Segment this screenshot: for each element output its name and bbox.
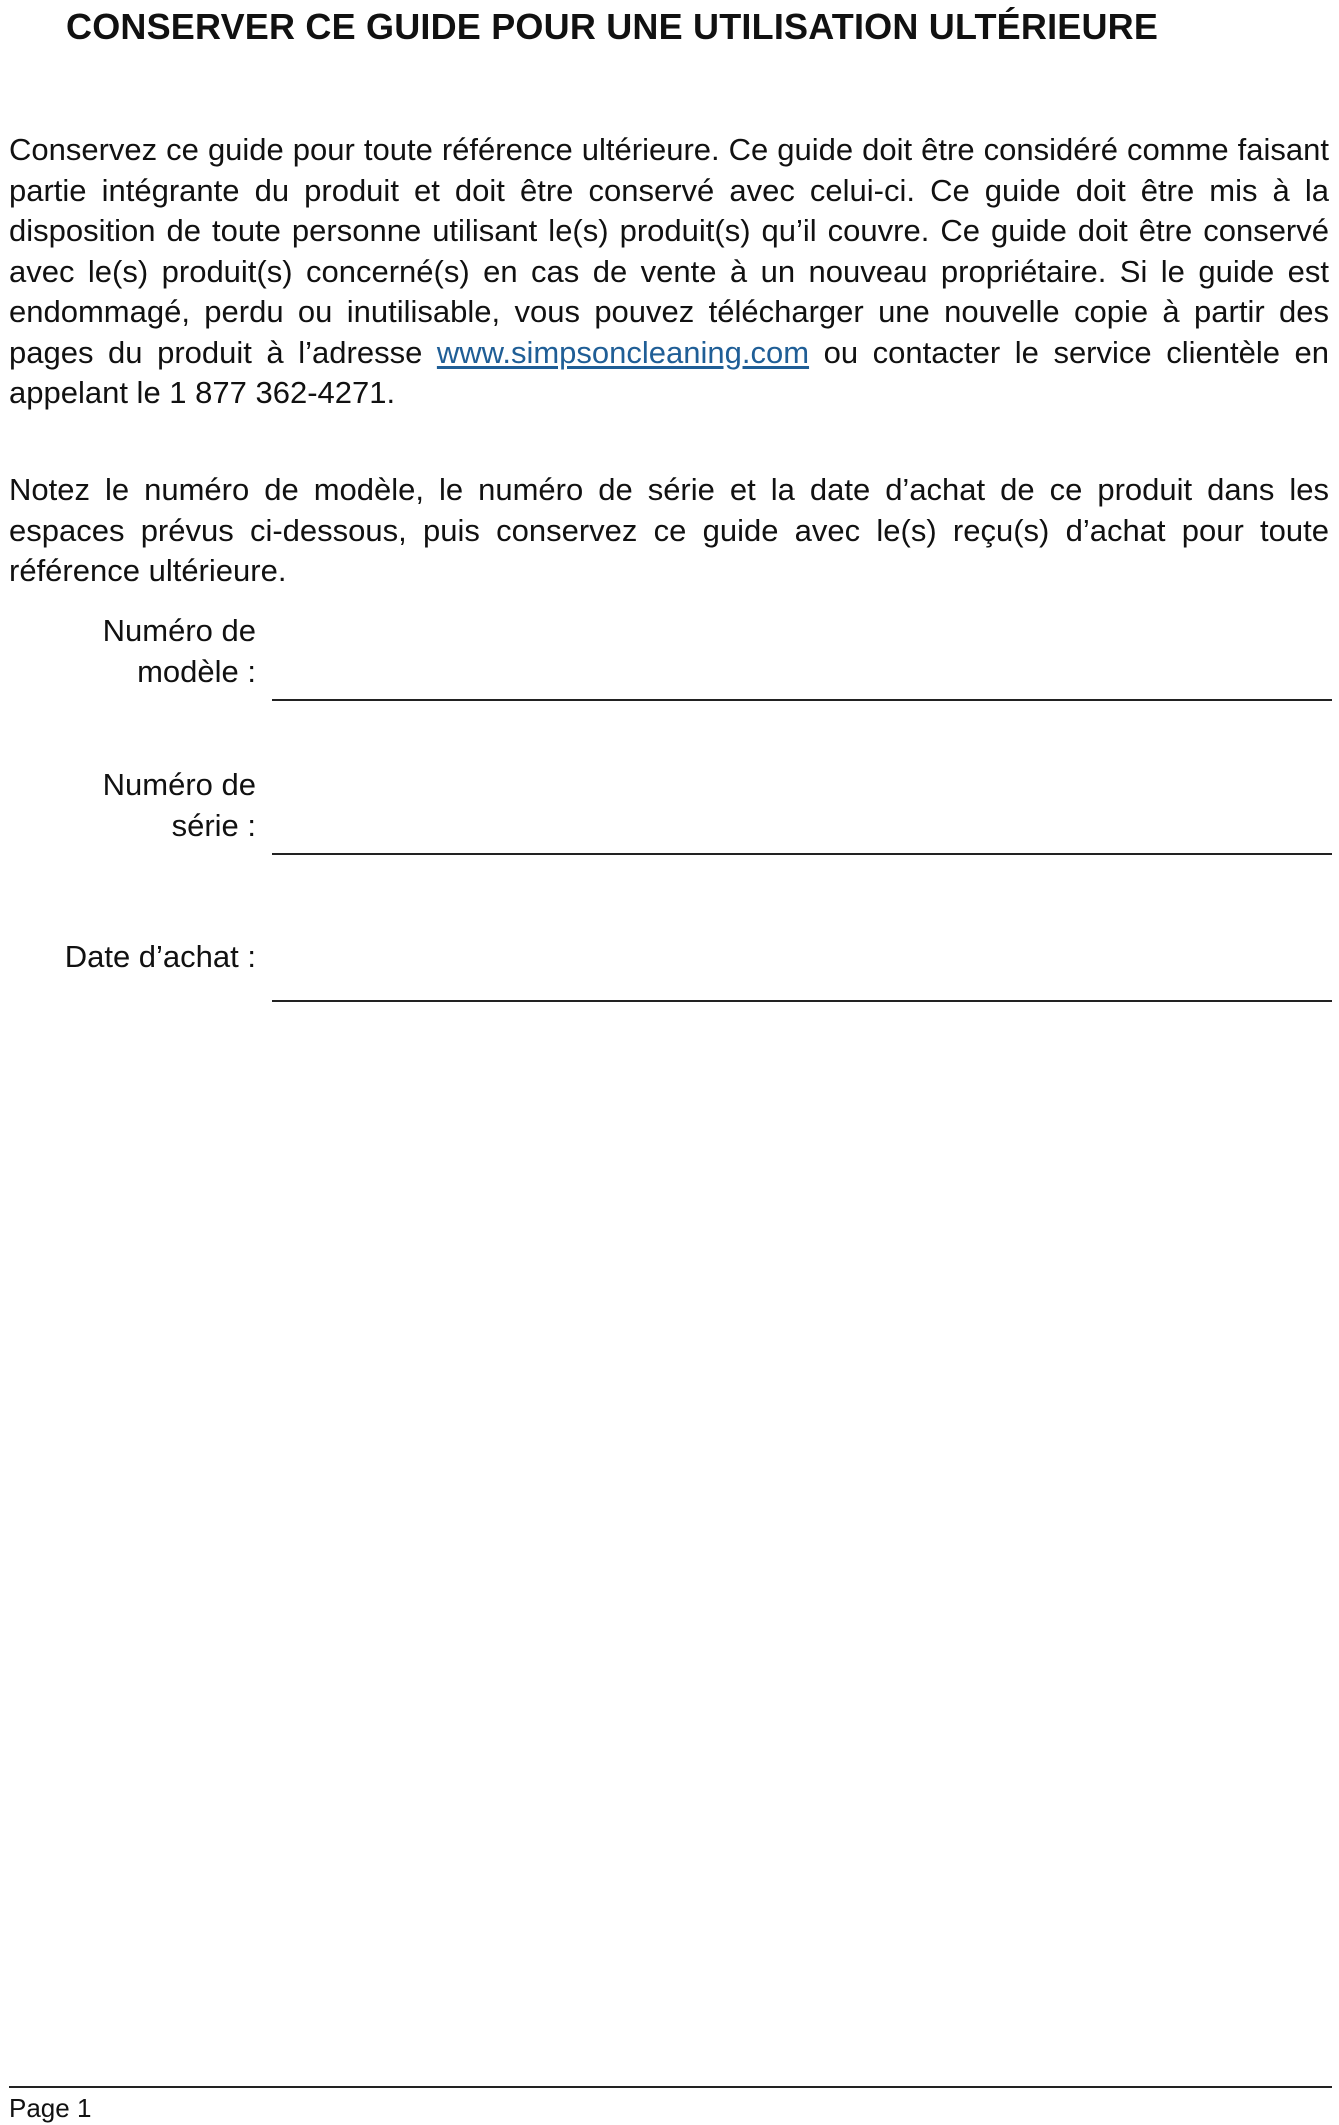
model-number-label-line1: Numéro de [102, 613, 256, 648]
model-number-line[interactable] [272, 699, 1332, 701]
serial-number-label-line1: Numéro de [102, 767, 256, 802]
footer-divider [9, 2086, 1332, 2088]
serial-number-label-line2: série : [171, 807, 256, 843]
purchase-date-line[interactable] [272, 1000, 1332, 1002]
serial-number-label [103, 765, 256, 846]
page-number: Page 1 [9, 2093, 92, 2123]
serial-number-line[interactable] [272, 853, 1332, 855]
intro-text-start: Conservez ce guide pour toute référence ultérieure. Ce guide doit être considéré comme faisant partie intégrante du produit et doit être conservé avec celui-ci. Ce guide doit être mis à la disposition de toute personne utilisant le(s) produit(s) qu’il couvre. Ce guide doit être conservé avec le(s) produit(s) concerné(s) en cas de vente à un nouveau propriétaire. Si le guide est endommagé, perdu ou inutilisable, vous pouvez télécharger une nouvelle copie à partir des pages du produit à l’adresse [9, 132, 1329, 370]
page-title: CONSERVER CE GUIDE POUR UNE UTILISATION ULTÉRIEURE [66, 6, 1159, 47]
instructions-paragraph: Notez le numéro de modèle, le numéro de série et la date d’achat de ce produit dans les espaces prévus ci-dessous, puis conservez ce guide avec le(s) reçu(s) d’achat pour toute référence ultérieure. [9, 472, 1329, 588]
intro-paragraph [9, 130, 1329, 414]
model-number-label [103, 611, 256, 692]
website-link[interactable]: www.simpsoncleaning.com [436, 334, 810, 370]
purchase-date-label: Date d’achat : [64, 939, 256, 974]
intro-text-end: ou contacter le service clientèle en appelant le 1 877 362-4271. [9, 334, 1329, 410]
model-number-label-line2: modèle : [137, 653, 256, 689]
